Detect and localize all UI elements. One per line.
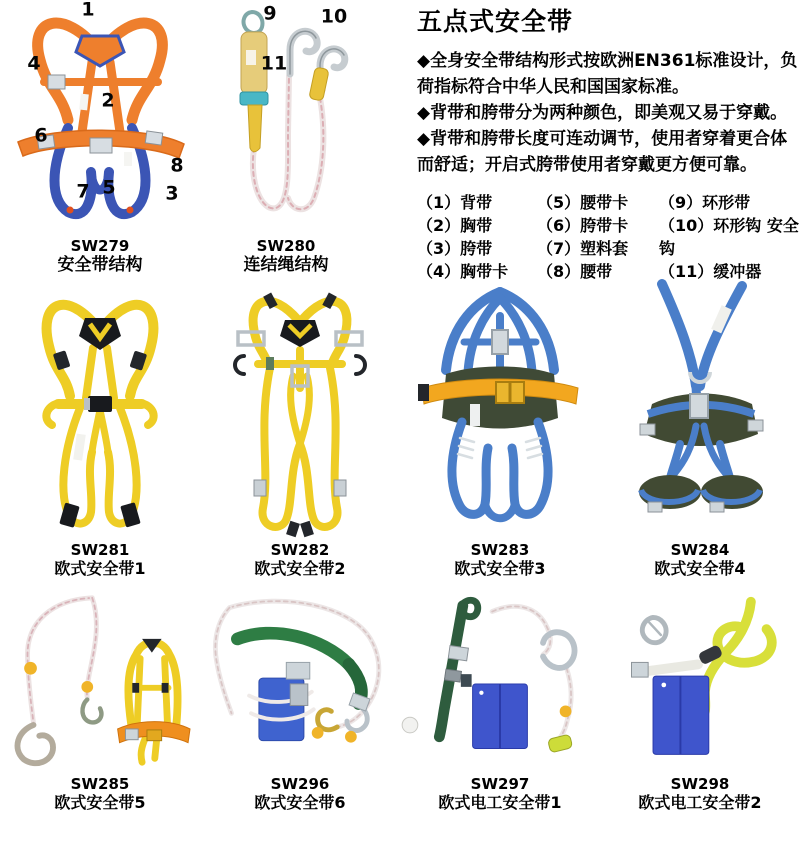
product-sw281: [0, 276, 200, 578]
product-code: SW283: [470, 541, 530, 559]
callout-2: 2: [101, 89, 115, 112]
intro-section: [417, 0, 800, 283]
callout-7: 7: [76, 180, 90, 203]
parts-column-3: [659, 191, 800, 283]
sw283-harness-illustration: [400, 276, 600, 538]
sw298-belt-illustration: [600, 590, 800, 772]
callout-6: 6: [34, 124, 48, 147]
product-code: SW282: [270, 541, 330, 559]
page-title: 五点式安全带: [417, 7, 574, 36]
product-sw298: [600, 590, 800, 812]
product-code: SW281: [70, 541, 130, 559]
product-code: SW298: [670, 775, 730, 793]
callout-4: 4: [27, 52, 41, 75]
feature-bullet: ◆背带和胯带分为两种颜色，即美观又易于穿戴。: [417, 103, 788, 123]
sw296-belt-illustration: [200, 590, 400, 772]
parts-list: [417, 191, 800, 283]
sw282-harness-illustration: [200, 276, 400, 538]
product-code: SW280: [256, 237, 316, 255]
part-item: （6）胯带卡: [537, 216, 629, 235]
part-item: （10）环形钩 安全钩: [659, 216, 799, 258]
sw297-belt-illustration: [400, 590, 600, 772]
callout-1: 1: [81, 0, 95, 21]
figure-harness-structure: [4, 2, 196, 275]
product-name: 欧式安全带1: [54, 559, 146, 578]
product-row-2: [0, 590, 800, 812]
product-sw282: [200, 276, 400, 578]
product-sw284: [600, 276, 800, 578]
product-sw296: [200, 590, 400, 812]
part-item: （9）环形带: [659, 193, 751, 212]
product-code: SW285: [70, 775, 130, 793]
product-code: SW296: [270, 775, 330, 793]
sw285-harness-illustration: [0, 590, 200, 772]
product-name: 欧式安全带5: [54, 793, 146, 812]
feature-bullet: ◆背带和胯带长度可连动调节，使用者穿着更合体而舒适；开启式胯带使用者穿戴更方便可靠。: [417, 129, 788, 175]
sw281-harness-illustration: [0, 276, 200, 538]
part-item: （7）塑料套: [537, 239, 629, 258]
part-item: （8）腰带: [537, 262, 613, 281]
callout-10: 10: [320, 5, 348, 28]
part-item: （1）背带: [417, 193, 493, 212]
product-code: SW297: [470, 775, 530, 793]
lanyard-structure-image: [216, 2, 356, 234]
sw284-harness-illustration: [600, 276, 800, 538]
parts-column-1: [417, 191, 537, 283]
product-sw283: [400, 276, 600, 578]
product-row-1: [0, 276, 800, 578]
part-item: （4）胸带卡: [417, 262, 509, 281]
product-code: SW279: [70, 237, 130, 255]
product-name: 欧式安全带3: [454, 559, 546, 578]
callout-9: 9: [263, 2, 277, 25]
product-name: 安全带结构: [57, 255, 143, 275]
sw280-lanyard-illustration: [216, 2, 356, 230]
product-name: 欧式安全带4: [654, 559, 746, 578]
product-name: 连结绳结构: [243, 255, 329, 275]
part-item: （3）胯带: [417, 239, 493, 258]
callout-11: 11: [260, 52, 288, 75]
callout-3: 3: [165, 182, 179, 205]
product-name: 欧式电工安全带1: [438, 793, 562, 812]
part-item: （11）缓冲器: [659, 262, 762, 281]
product-name: 欧式安全带2: [254, 559, 346, 578]
product-sw285: [0, 590, 200, 812]
product-code: SW284: [670, 541, 730, 559]
feature-bullet: ◆全身安全带结构形式按欧洲EN361标准设计，负荷指标符合中华人民和国国家标准。: [417, 51, 798, 97]
product-name: 欧式安全带6: [254, 793, 346, 812]
part-item: （2）胸带: [417, 216, 493, 235]
callout-5: 5: [102, 176, 116, 199]
figure-lanyard-structure: [216, 2, 356, 275]
callout-8: 8: [170, 154, 184, 177]
product-name: 欧式电工安全带2: [638, 793, 762, 812]
product-sw297: [400, 590, 600, 812]
part-item: （5）腰带卡: [537, 193, 629, 212]
parts-column-2: [537, 191, 659, 283]
harness-structure-image: [4, 2, 196, 234]
